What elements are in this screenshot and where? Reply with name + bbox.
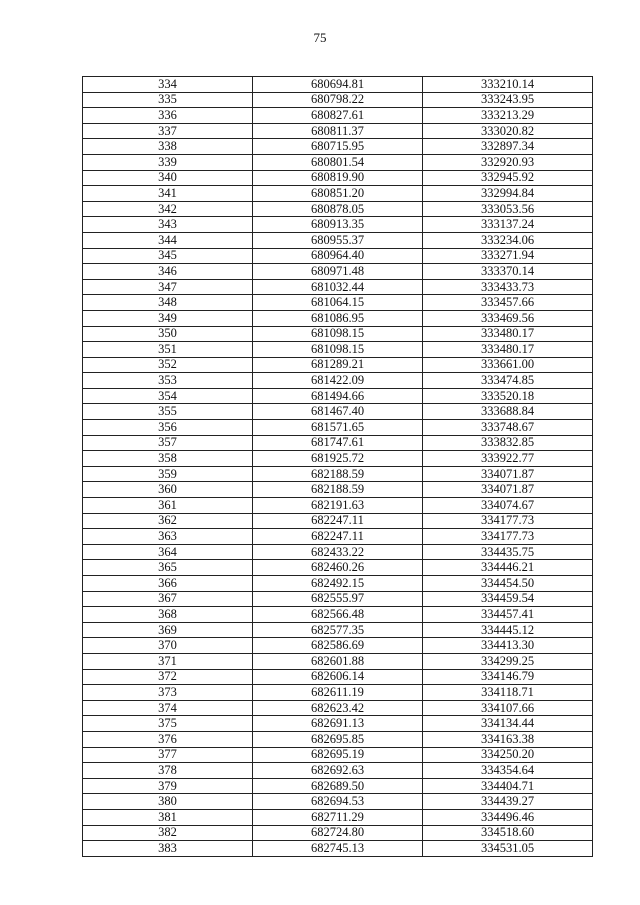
point-number-cell: 371 [83,653,253,669]
x-coordinate-cell: 682691.13 [253,716,423,732]
point-number-cell: 365 [83,560,253,576]
point-number-cell: 373 [83,685,253,701]
y-coordinate-cell: 333234.06 [423,232,593,248]
point-number-cell: 372 [83,669,253,685]
table-row [83,576,593,592]
point-number-cell: 383 [83,841,253,857]
y-coordinate-cell: 333243.95 [423,92,593,108]
page-number: 75 [313,30,327,45]
y-coordinate-cell: 333457.66 [423,295,593,311]
y-coordinate-cell: 333137.24 [423,217,593,233]
point-number-cell: 353 [83,373,253,389]
x-coordinate-cell: 682247.11 [253,513,423,529]
table-row [83,841,593,857]
point-number-cell: 380 [83,794,253,810]
point-number-cell: 356 [83,420,253,436]
x-coordinate-cell: 682188.59 [253,466,423,482]
point-number-cell: 354 [83,388,253,404]
x-coordinate-cell: 682689.50 [253,778,423,794]
point-number-cell: 347 [83,279,253,295]
point-number-cell: 359 [83,466,253,482]
table-row [83,591,593,607]
x-coordinate-cell: 682247.11 [253,529,423,545]
x-coordinate-cell: 682460.26 [253,560,423,576]
table-row [83,716,593,732]
y-coordinate-cell: 333474.85 [423,373,593,389]
table-row [83,498,593,514]
x-coordinate-cell: 680878.05 [253,201,423,217]
x-coordinate-cell: 682724.80 [253,825,423,841]
x-coordinate-cell: 681422.09 [253,373,423,389]
table-row [83,310,593,326]
table-row [83,248,593,264]
point-number-cell: 344 [83,232,253,248]
point-number-cell: 366 [83,576,253,592]
table-row [83,466,593,482]
table-row [83,529,593,545]
y-coordinate-cell: 334250.20 [423,747,593,763]
x-coordinate-cell: 682711.29 [253,809,423,825]
x-coordinate-cell: 682695.19 [253,747,423,763]
y-coordinate-cell: 334454.50 [423,576,593,592]
point-number-cell: 343 [83,217,253,233]
y-coordinate-cell: 334404.71 [423,778,593,794]
table-row [83,388,593,404]
point-number-cell: 376 [83,731,253,747]
point-number-cell: 337 [83,123,253,139]
y-coordinate-cell: 333213.29 [423,108,593,124]
x-coordinate-cell: 680694.81 [253,77,423,93]
y-coordinate-cell: 334531.05 [423,841,593,857]
x-coordinate-cell: 680913.35 [253,217,423,233]
table-row [83,778,593,794]
table-row [83,435,593,451]
point-number-cell: 346 [83,264,253,280]
point-number-cell: 362 [83,513,253,529]
y-coordinate-cell: 333210.14 [423,77,593,93]
point-number-cell: 341 [83,186,253,202]
y-coordinate-cell: 334118.71 [423,685,593,701]
x-coordinate-cell: 680798.22 [253,92,423,108]
x-coordinate-cell: 682623.42 [253,700,423,716]
point-number-cell: 367 [83,591,253,607]
x-coordinate-cell: 681098.15 [253,342,423,358]
x-coordinate-cell: 682611.19 [253,685,423,701]
x-coordinate-cell: 681747.61 [253,435,423,451]
table-row [83,669,593,685]
point-number-cell: 381 [83,809,253,825]
y-coordinate-cell: 334496.46 [423,809,593,825]
x-coordinate-cell: 681571.65 [253,420,423,436]
x-coordinate-cell: 682191.63 [253,498,423,514]
point-number-cell: 369 [83,622,253,638]
x-coordinate-cell: 680811.37 [253,123,423,139]
point-number-cell: 349 [83,310,253,326]
table-row [83,373,593,389]
table-row [83,139,593,155]
y-coordinate-cell: 334354.64 [423,763,593,779]
point-number-cell: 334 [83,77,253,93]
x-coordinate-cell: 682692.63 [253,763,423,779]
point-number-cell: 335 [83,92,253,108]
table-row [83,700,593,716]
y-coordinate-cell: 333020.82 [423,123,593,139]
x-coordinate-cell: 681467.40 [253,404,423,420]
table-row [83,420,593,436]
y-coordinate-cell: 332920.93 [423,154,593,170]
table-row [83,77,593,93]
y-coordinate-cell: 333053.56 [423,201,593,217]
y-coordinate-cell: 334071.87 [423,466,593,482]
y-coordinate-cell: 334435.75 [423,544,593,560]
y-coordinate-cell: 332897.34 [423,139,593,155]
table-row [83,186,593,202]
table-row [83,560,593,576]
point-number-cell: 361 [83,498,253,514]
y-coordinate-cell: 334518.60 [423,825,593,841]
x-coordinate-cell: 680827.61 [253,108,423,124]
table-row [83,685,593,701]
x-coordinate-cell: 682606.14 [253,669,423,685]
table-row [83,513,593,529]
point-number-cell: 368 [83,607,253,623]
table-row [83,92,593,108]
x-coordinate-cell: 682601.88 [253,653,423,669]
table-row [83,809,593,825]
point-number-cell: 379 [83,778,253,794]
table-row [83,264,593,280]
table-row [83,342,593,358]
table-row [83,638,593,654]
point-number-cell: 374 [83,700,253,716]
table-row [83,217,593,233]
point-number-cell: 336 [83,108,253,124]
y-coordinate-cell: 333922.77 [423,451,593,467]
coordinates-table-body [83,77,593,857]
point-number-cell: 352 [83,357,253,373]
table-row [83,653,593,669]
x-coordinate-cell: 681086.95 [253,310,423,326]
x-coordinate-cell: 680955.37 [253,232,423,248]
y-coordinate-cell: 334459.54 [423,591,593,607]
y-coordinate-cell: 334134.44 [423,716,593,732]
table-row [83,482,593,498]
y-coordinate-cell: 334163.38 [423,731,593,747]
y-coordinate-cell: 333433.73 [423,279,593,295]
point-number-cell: 345 [83,248,253,264]
point-number-cell: 378 [83,763,253,779]
point-number-cell: 355 [83,404,253,420]
point-number-cell: 377 [83,747,253,763]
y-coordinate-cell: 334107.66 [423,700,593,716]
y-coordinate-cell: 333480.17 [423,326,593,342]
x-coordinate-cell: 681098.15 [253,326,423,342]
x-coordinate-cell: 682555.97 [253,591,423,607]
x-coordinate-cell: 682586.69 [253,638,423,654]
x-coordinate-cell: 681289.21 [253,357,423,373]
x-coordinate-cell: 682188.59 [253,482,423,498]
coordinates-table [82,76,593,857]
table-row [83,170,593,186]
y-coordinate-cell: 334146.79 [423,669,593,685]
x-coordinate-cell: 682577.35 [253,622,423,638]
y-coordinate-cell: 332945.92 [423,170,593,186]
y-coordinate-cell: 333271.94 [423,248,593,264]
x-coordinate-cell: 682695.85 [253,731,423,747]
x-coordinate-cell: 680971.48 [253,264,423,280]
x-coordinate-cell: 680715.95 [253,139,423,155]
point-number-cell: 364 [83,544,253,560]
table-row [83,232,593,248]
x-coordinate-cell: 681064.15 [253,295,423,311]
x-coordinate-cell: 682566.48 [253,607,423,623]
table-row [83,731,593,747]
x-coordinate-cell: 680964.40 [253,248,423,264]
x-coordinate-cell: 682433.22 [253,544,423,560]
y-coordinate-cell: 334177.73 [423,513,593,529]
point-number-cell: 348 [83,295,253,311]
x-coordinate-cell: 681925.72 [253,451,423,467]
y-coordinate-cell: 334071.87 [423,482,593,498]
point-number-cell: 363 [83,529,253,545]
table-row [83,295,593,311]
y-coordinate-cell: 334299.25 [423,653,593,669]
point-number-cell: 342 [83,201,253,217]
table-row [83,794,593,810]
table-row [83,404,593,420]
y-coordinate-cell: 334413.30 [423,638,593,654]
y-coordinate-cell: 333661.00 [423,357,593,373]
table-row [83,622,593,638]
y-coordinate-cell: 334177.73 [423,529,593,545]
x-coordinate-cell: 681032.44 [253,279,423,295]
x-coordinate-cell: 680851.20 [253,186,423,202]
table-row [83,357,593,373]
y-coordinate-cell: 332994.84 [423,186,593,202]
point-number-cell: 382 [83,825,253,841]
point-number-cell: 339 [83,154,253,170]
y-coordinate-cell: 334074.67 [423,498,593,514]
x-coordinate-cell: 682745.13 [253,841,423,857]
table-row [83,607,593,623]
point-number-cell: 338 [83,139,253,155]
point-number-cell: 360 [83,482,253,498]
y-coordinate-cell: 334446.21 [423,560,593,576]
point-number-cell: 351 [83,342,253,358]
table-row [83,747,593,763]
table-row [83,201,593,217]
table-row [83,123,593,139]
table-row [83,763,593,779]
table-row [83,544,593,560]
y-coordinate-cell: 333748.67 [423,420,593,436]
table-row [83,108,593,124]
table-row [83,279,593,295]
x-coordinate-cell: 682492.15 [253,576,423,592]
y-coordinate-cell: 333370.14 [423,264,593,280]
y-coordinate-cell: 333469.56 [423,310,593,326]
point-number-cell: 340 [83,170,253,186]
table-row [83,451,593,467]
point-number-cell: 350 [83,326,253,342]
table-row [83,154,593,170]
point-number-cell: 358 [83,451,253,467]
x-coordinate-cell: 680801.54 [253,154,423,170]
x-coordinate-cell: 682694.53 [253,794,423,810]
y-coordinate-cell: 334457.41 [423,607,593,623]
y-coordinate-cell: 333520.18 [423,388,593,404]
y-coordinate-cell: 334439.27 [423,794,593,810]
y-coordinate-cell: 333480.17 [423,342,593,358]
table-row [83,825,593,841]
point-number-cell: 370 [83,638,253,654]
x-coordinate-cell: 681494.66 [253,388,423,404]
y-coordinate-cell: 334445.12 [423,622,593,638]
table-row [83,326,593,342]
y-coordinate-cell: 333832.85 [423,435,593,451]
y-coordinate-cell: 333688.84 [423,404,593,420]
point-number-cell: 357 [83,435,253,451]
point-number-cell: 375 [83,716,253,732]
x-coordinate-cell: 680819.90 [253,170,423,186]
